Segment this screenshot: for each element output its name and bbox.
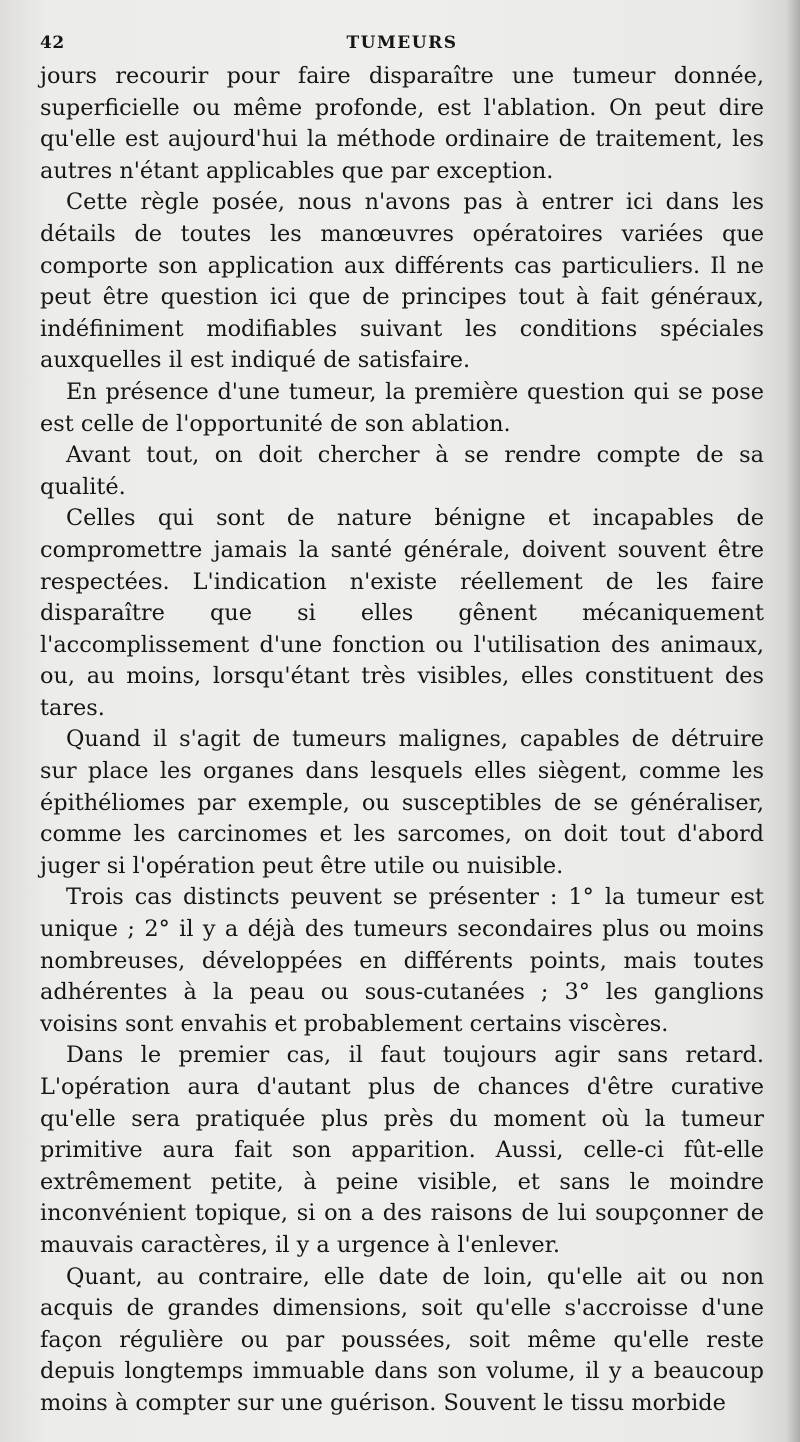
page-number: 42 <box>40 33 65 53</box>
paragraph-9: Quant, au contraire, elle date de loin, qu'elle ait ou non acquis de grandes dimensions, soit qu'elle s'accroisse d'une façon régulière ou par poussées, soit même qu'elle reste depuis longtemps immuable dans son volume, il y a beaucoup moins à compter sur une guérison. Souvent le tissu morbide <box>40 1263 764 1416</box>
page-header <box>40 33 764 61</box>
paragraph-4: Avant tout, on doit chercher à se rendre compte de sa qualité. <box>40 442 764 500</box>
paragraph-5: Celles qui sont de nature bénigne et incapables de compromettre jamais la santé générale, doivent souvent être respectées. L'indication n'existe réellement de les faire disparaître que si elles gênent mécaniquement l'accomplissement d'une fonction ou l'utilisation des animaux, ou, au moins, lorsqu'étant très visibles, elles constituent des tares. <box>40 505 764 721</box>
running-title: TUMEURS <box>346 33 458 53</box>
paragraph-1: jours recourir pour faire disparaître une tumeur donnée, superficielle ou même profonde, est l'ablation. On peut dire qu'elle est aujourd'hui la méthode ordinaire de traitement, les autres n'étant applicables que par exception. <box>40 63 764 184</box>
paragraph-3: En présence d'une tumeur, la première question qui se pose est celle de l'opportunité de son ablation. <box>40 378 764 437</box>
paragraph-7: Trois cas distincts peuvent se présenter : 1° la tumeur est unique ; 2° il y a déjà des tumeurs secondaires plus ou moins nombreuses, développées en différents points, mais toutes adhérentes à la peau ou sous-cutanées ; 3° les ganglions voisins sont envahis et probablement certains viscères. <box>40 884 764 1037</box>
paragraph-8: Dans le premier cas, il faut toujours agir sans retard. L'opération aura d'autant plus de chances d'être curative qu'elle sera pratiquée plus près du moment où la tumeur primitive aura fait son apparition. Aussi, celle-ci fût-elle extrêmement petite, à peine visible, et sans le moindre inconvénient topique, si on a des raisons de lui soupçonner de mauvais caractères, il y a urgence à l'enlever. <box>40 1042 764 1258</box>
body-text <box>40 61 764 1420</box>
paragraph-6: Quand il s'agit de tumeurs malignes, capables de détruire sur place les organes dans lesquels elles siègent, comme les épithéliomes par exemple, ou susceptibles de se généraliser, comme les carcinomes et les sarcomes, on doit tout d'abord juger si l'opération peut être utile ou nuisible. <box>40 726 764 879</box>
paragraph-2: Cette règle posée, nous n'avons pas à entrer ici dans les détails de toutes les manœuvres opératoires variées que comporte son application aux différents cas particuliers. Il ne peut être question ici que de principes tout à fait généraux, indéfiniment modifiables suivant les conditions spéciales auxquelles il est indiqué de satisfaire. <box>40 189 764 374</box>
page-edge-shadow <box>786 0 800 1442</box>
